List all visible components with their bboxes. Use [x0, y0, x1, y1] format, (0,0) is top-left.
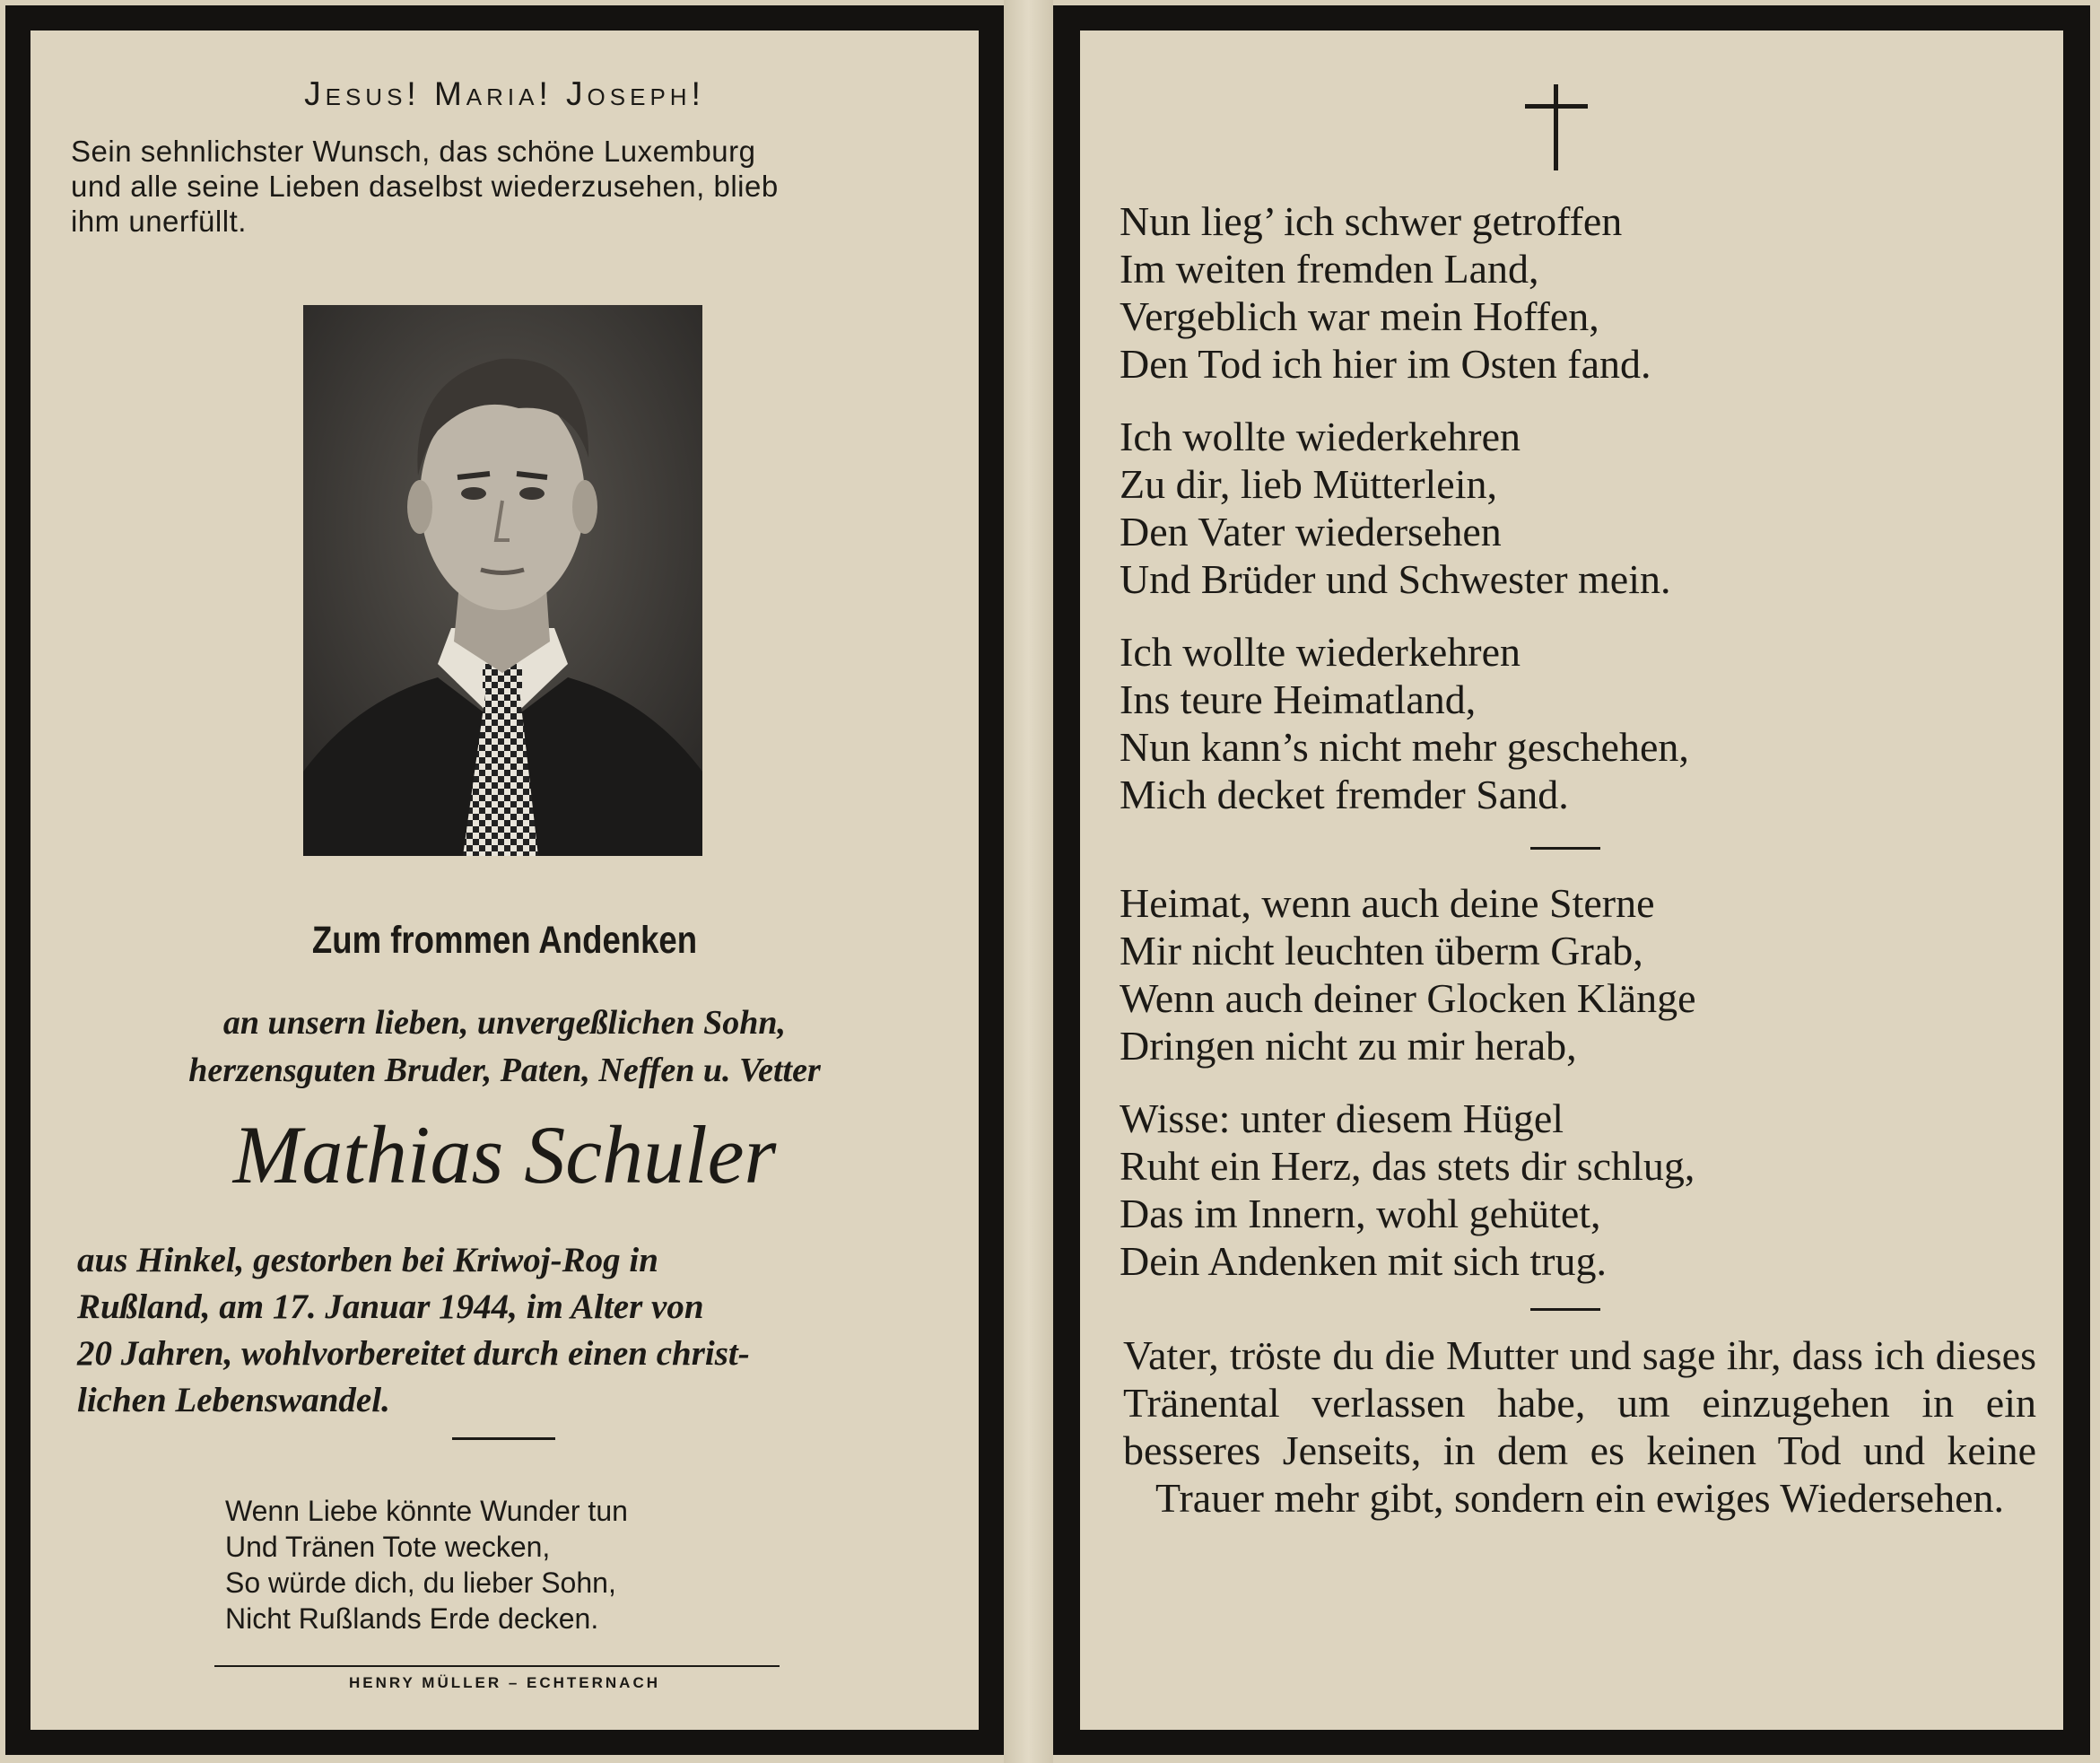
poem-line: Im weiten fremden Land,	[1120, 246, 1539, 292]
poem-stanza	[1120, 628, 1689, 818]
poem-stanza	[1120, 197, 1651, 388]
dedication-line: herzensguten Bruder, Paten, Neffen u. Vetter	[188, 1052, 821, 1089]
poem-line: Den Vater wiedersehen	[1120, 509, 1502, 554]
verse-line: Nicht Rußlands Erde decken.	[225, 1602, 599, 1635]
left-card-border	[5, 5, 1004, 1755]
poem-stanza	[1120, 413, 1671, 603]
death-details	[77, 1237, 943, 1424]
poem-line: Heimat, wenn auch deine Sterne	[1120, 880, 1655, 926]
poem-line: Ins teure Heimatland,	[1120, 676, 1477, 722]
poem-line: Und Brüder und Schwester mein.	[1120, 556, 1671, 602]
deceased-name: Mathias Schuler	[232, 1109, 777, 1200]
closing-text: Vater, tröste du die Mutter und sage ihr, dass ich dieses Tränental verlassen habe, um einzugehen in ein besseres Jenseits, in dem es keinen Tod und keine Trauer mehr gibt, sondern ein ewiges Wiedersehen.	[1123, 1332, 2036, 1521]
printer-imprint: HENRY MÜLLER – ECHTERNACH	[348, 1674, 661, 1691]
poem-line: Ruht ein Herz, das stets dir schlug,	[1120, 1143, 1695, 1189]
poem-line: Mir nicht leuchten überm Grab,	[1120, 928, 1643, 973]
wish-line: und alle seine Lieben daselbst wiederzusehen, blieb	[71, 170, 779, 203]
poem-line: Das im Innern, wohl gehütet,	[1120, 1191, 1601, 1236]
wish-text	[71, 134, 938, 239]
poem-line: Dringen nicht zu mir herab,	[1120, 1023, 1577, 1069]
poem-line: Wenn auch deiner Glocken Klänge	[1120, 975, 1696, 1021]
verse-line: Wenn Liebe könnte Wunder tun	[225, 1495, 628, 1527]
portrait-photo	[303, 305, 702, 856]
cross-icon	[1525, 84, 1588, 170]
divider	[452, 1437, 555, 1440]
poem-line: Den Tod ich hier im Osten fand.	[1120, 341, 1651, 387]
divider	[1530, 847, 1600, 850]
poem-line: Dein Andenken mit sich trug.	[1120, 1238, 1607, 1284]
wish-line: Sein sehnlichster Wunsch, das schöne Luxemburg	[71, 135, 756, 168]
details-line: 20 Jahren, wohlvorbereitet durch einen christ-	[77, 1334, 750, 1373]
poem-line: Nun kann’s nicht mehr geschehen,	[1120, 724, 1689, 770]
poem-line: Zu dir, lieb Mütterlein,	[1120, 461, 1498, 507]
poem-line: Vergeblich war mein Hoffen,	[1120, 293, 1599, 339]
portrait-photo-drawing	[303, 305, 702, 856]
dedication	[30, 999, 979, 1095]
details-line: Rußland, am 17. Januar 1944, im Alter von	[77, 1287, 704, 1326]
poem-stanza	[1120, 1095, 1695, 1285]
poem-line: Ich wollte wiederkehren	[1120, 414, 1521, 459]
dedication-line: an unsern lieben, unvergeßlichen Sohn,	[222, 1004, 787, 1042]
right-card-border	[1053, 5, 2090, 1755]
poem-line: Nun lieg’ ich schwer getroffen	[1120, 198, 1623, 244]
card-fold	[1004, 0, 1053, 1763]
right-card-paper	[1080, 31, 2063, 1730]
printer-rule	[214, 1665, 780, 1667]
heading: Zum frommen Andenken	[311, 919, 698, 962]
poem-line: Wisse: unter diesem Hügel	[1120, 1095, 1564, 1141]
details-line: aus Hinkel, gestorben bei Kriwoj-Rog in	[77, 1241, 658, 1279]
details-line: lichen Lebenswandel.	[77, 1381, 390, 1419]
wish-line: ihm unerfüllt.	[71, 205, 247, 238]
poem-line: Ich wollte wiederkehren	[1120, 629, 1521, 675]
divider	[1530, 1308, 1600, 1311]
poem-stanza	[1120, 879, 1696, 1069]
invocation: Jesus! Maria! Joseph!	[304, 75, 705, 112]
verse-line: Und Tränen Tote wecken,	[225, 1531, 551, 1563]
memorial-verse	[225, 1493, 628, 1636]
left-card-paper	[30, 31, 979, 1730]
poem-line: Mich decket fremder Sand.	[1120, 772, 1569, 817]
verse-line: So würde dich, du lieber Sohn,	[225, 1567, 616, 1599]
